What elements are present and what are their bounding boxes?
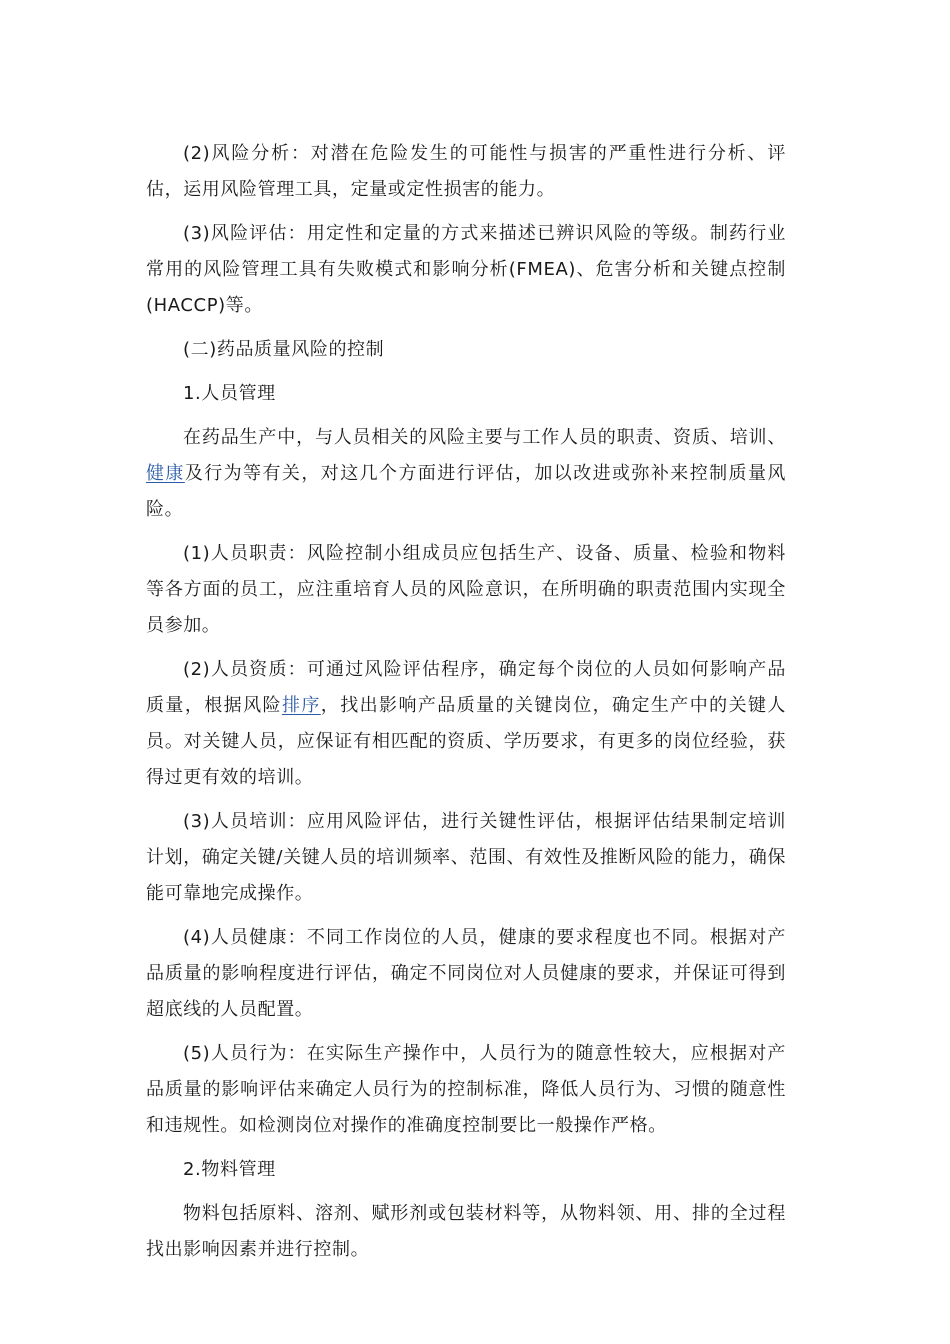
paragraph-personnel-intro (146, 420, 786, 528)
paragraph-personnel-behavior: (5)人员行为：在实际生产操作中，人员行为的随意性较大，应根据对产品质量的影响评估来确定人员行为的控制标准，降低人员行为、习惯的随意性和违规性。如检测岗位对操作的准确度控制要比一般操作严格。 (146, 1043, 786, 1136)
subsection-heading-materials: 2.物料管理 (183, 1159, 276, 1180)
link-ranking[interactable]: 排序 (281, 695, 321, 716)
paragraph-personnel-qualification (146, 652, 786, 796)
text-segment: 及行为等有关，对这几个方面进行评估，加以改进或弥补来控制质量风险。 (146, 463, 786, 520)
subsection-heading-personnel: 1.人员管理 (183, 383, 276, 404)
text-segment: 在药品生产中，与人员相关的风险主要与工作人员的职责、资质、培训、 (183, 427, 786, 448)
paragraph-personnel-health: (4)人员健康：不同工作岗位的人员，健康的要求程度也不同。根据对产品质量的影响程度进行评估，确定不同岗位对人员健康的要求，并保证可得到超底线的人员配置。 (146, 927, 786, 1020)
text-segment: (2)人员资质：可通过风险评估程序，确定每个岗位的人员如何影响产品质量，根据风险 (146, 659, 786, 716)
link-health[interactable]: 健康 (146, 463, 185, 484)
section-heading-quality-risk-control: (二)药品质量风险的控制 (183, 339, 385, 360)
text-segment: ，找出影响产品质量的关键岗位，确定生产中的关键人员。对关键人员，应保证有相匹配的资质、学历要求，有更多的岗位经验，获得过更有效的培训。 (146, 695, 787, 788)
paragraph-risk-analysis: (2)风险分析：对潜在危险发生的可能性与损害的严重性进行分析、评估，运用风险管理工具，定量或定性损害的能力。 (146, 143, 786, 200)
paragraph-personnel-duty: (1)人员职责：风险控制小组成员应包括生产、设备、质量、检验和物料等各方面的员工，应注重培育人员的风险意识，在所明确的职责范围内实现全员参加。 (146, 543, 786, 636)
paragraph-materials-intro: 物料包括原料、溶剂、赋形剂或包装材料等，从物料领、用、排的全过程找出影响因素并进行控制。 (146, 1203, 786, 1260)
paragraph-risk-evaluation: (3)风险评估：用定性和定量的方式来描述已辨识风险的等级。制药行业常用的风险管理工具有失败模式和影响分析(FMEA)、危害分析和关键点控制(HACCP)等。 (146, 223, 786, 316)
document-body (146, 136, 786, 1276)
paragraph-personnel-training: (3)人员培训：应用风险评估，进行关键性评估，根据评估结果制定培训计划，确定关键/关键人员的培训频率、范围、有效性及推断风险的能力，确保能可靠地完成操作。 (146, 811, 786, 904)
